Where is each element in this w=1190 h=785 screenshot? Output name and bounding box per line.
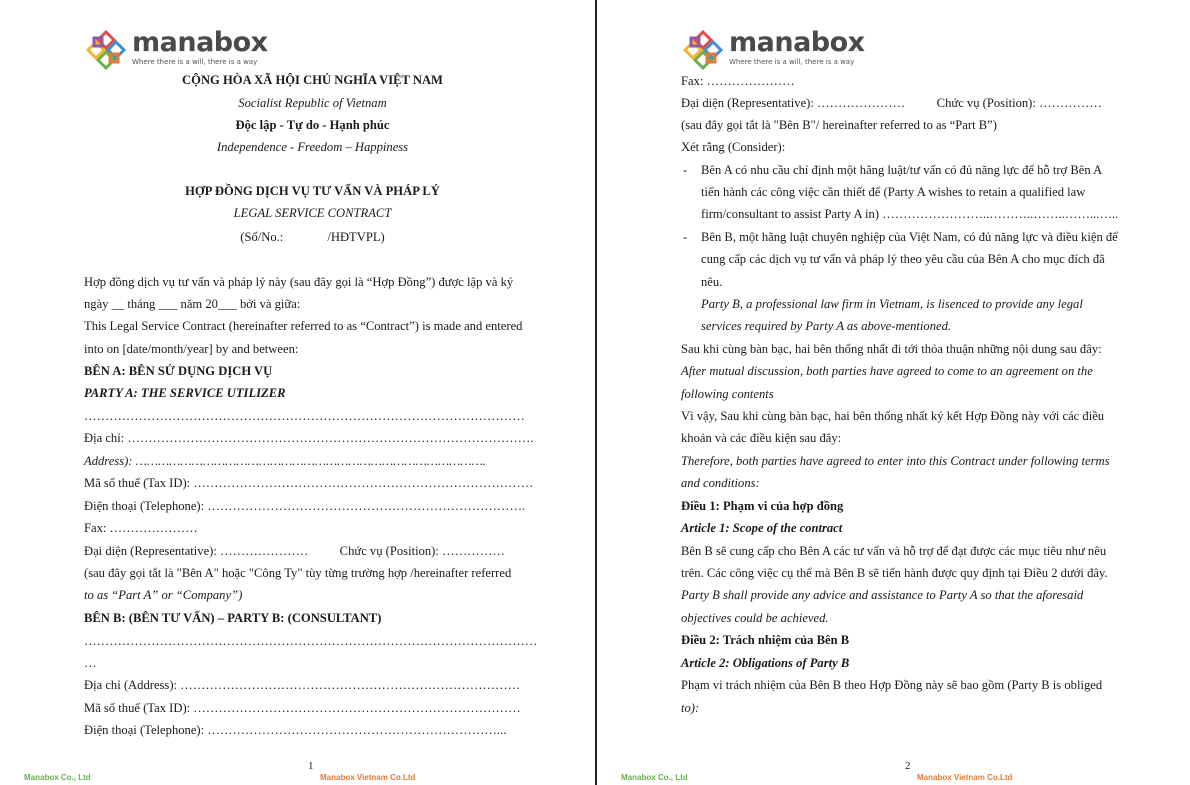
footer-company-right: Manabox Vietnam Co.Ltd bbox=[917, 773, 1013, 782]
brand-tagline: Where there is a will, there is a way bbox=[132, 58, 258, 66]
paragraph-line: Party B shall provide any advice and assistance to Party A so that the aforesaid bbox=[681, 588, 1084, 602]
party-a-note-line: to as “Part A” or “Company”) bbox=[84, 588, 243, 602]
document-page-2 bbox=[597, 0, 1190, 785]
party-b-tax-id-field: Mã số thuế (Tax ID): …………………………………………………………………… bbox=[84, 701, 521, 715]
paragraph-line: Therefore, both parties have agreed to enter into this Contract under following terms bbox=[681, 454, 1110, 468]
paragraph-line: Vì vậy, Sau khi cùng bàn bạc, hai bên thống nhất ký kết Hợp Đồng này với các điều bbox=[681, 409, 1105, 423]
consider-item-a-line: firm/consultant to assist Party A in) ……………………..………..……..……...….. bbox=[701, 207, 1119, 221]
paragraph-line: following contents bbox=[681, 387, 774, 401]
consider-item-a-line: tiến hành các công việc cần thiết để (Party A wishes to retain a qualified law bbox=[701, 185, 1086, 199]
party-b-name-field-cont: … bbox=[84, 656, 97, 670]
consider-item-a-line: Bên A có nhu cầu chỉ định một hãng luật/tư vấn có đủ năng lực để hỗ trợ Bên A bbox=[701, 163, 1103, 177]
motto-en: Independence - Freedom – Happiness bbox=[216, 140, 409, 154]
consider-item-b-line: Bên B, một hãng luật chuyên nghiệp của Việt Nam, có đủ năng lực và điều kiện để bbox=[701, 230, 1118, 244]
party-a-address-vn-field: Địa chỉ: ……………………………………………………………………………………. bbox=[84, 431, 534, 445]
paragraph-line: khoản và các điều kiện sau đây: bbox=[681, 431, 842, 445]
party-b-heading: BÊN B: (BÊN TƯ VẤN) – PARTY B: (CONSULTANT) bbox=[84, 611, 382, 625]
paragraph-line: Sau khi cùng bàn bạc, hai bên thống nhất đi tới thỏa thuận những nội dung sau đây: bbox=[681, 342, 1102, 356]
brand-tagline: Where there is a will, there is a way bbox=[729, 58, 855, 66]
paragraph-line: Bên B sẽ cung cấp cho Bên A các tư vấn và hỗ trợ để đạt được các mục tiêu như nêu bbox=[681, 544, 1107, 558]
article-1-heading-en: Article 1: Scope of the contract bbox=[681, 521, 843, 535]
party-a-fax-field: Fax: ………………… bbox=[84, 521, 198, 535]
contract-title-en: LEGAL SERVICE CONTRACT bbox=[233, 206, 392, 220]
contract-title-vn: HỢP ĐỒNG DỊCH VỤ TƯ VẤN VÀ PHÁP LÝ bbox=[185, 184, 440, 198]
brand-name: manabox bbox=[729, 27, 865, 58]
motto-vn: Độc lập - Tự do - Hạnh phúc bbox=[235, 118, 390, 132]
manabox-logo-icon bbox=[84, 28, 128, 72]
paragraph-line: After mutual discussion, both parties have agreed to come to an agreement on the bbox=[681, 364, 1093, 378]
paragraph-line: trên. Các công việc cụ thể mà Bên B sẽ tiến hành được quy định tại Điều 2 dưới đây. bbox=[681, 566, 1108, 580]
consider-heading: Xét rằng (Consider): bbox=[681, 140, 786, 154]
consider-item-b-line: cung cấp các dịch vụ tư vấn và pháp lý theo yêu cầu của Bên A cho mục đích đã bbox=[701, 252, 1105, 266]
nation-title-en: Socialist Republic of Vietnam bbox=[238, 96, 387, 110]
contract-number: (Số/No.: /HĐTVPL) bbox=[240, 230, 385, 244]
party-a-note-line: (sau đây gọi tắt là "Bên A" hoặc "Công Ty" tùy từng trường hợp /hereinafter referred bbox=[84, 566, 512, 580]
paragraph-line: Hợp đồng dịch vụ tư vấn và pháp lý này (sau đây gọi là “Hợp Đồng”) được lập và ký bbox=[84, 275, 514, 289]
article-2-heading-en: Article 2: Obligations of Party B bbox=[681, 656, 850, 670]
page-number: 2 bbox=[905, 760, 911, 772]
bullet-dash: - bbox=[683, 163, 688, 177]
party-b-note-line: (sau đây gọi tắt là "Bên B"/ hereinafter referred to as “Part B”) bbox=[681, 118, 997, 132]
consider-item-b-en-line: services required by Party A as above-mentioned. bbox=[701, 319, 952, 333]
paragraph-line: objectives could be achieved. bbox=[681, 611, 829, 625]
party-b-name-field: ……………………………………………………………………………………………… bbox=[84, 634, 538, 648]
party-a-heading-vn: BÊN A: BÊN SỬ DỤNG DỊCH VỤ bbox=[84, 364, 273, 378]
paragraph-line: and conditions: bbox=[681, 476, 760, 490]
paragraph-line: ngày __ tháng ___ năm 20___ bởi và giữa: bbox=[84, 297, 301, 311]
party-b-address-field: Địa chỉ (Address): ……………………………………………………………………… bbox=[84, 678, 521, 692]
manabox-logo bbox=[84, 28, 268, 72]
footer-company-left: Manabox Co., Ltd bbox=[24, 773, 91, 782]
brand-name: manabox bbox=[132, 27, 268, 58]
page-number: 1 bbox=[308, 760, 314, 772]
bullet-dash: - bbox=[683, 230, 688, 244]
party-a-representative-field: Đại diện (Representative): ………………… Chức vụ (Position): …………… bbox=[84, 544, 505, 558]
nation-title-vn: CỘNG HÒA XÃ HỘI CHỦ NGHĨA VIỆT NAM bbox=[182, 73, 443, 87]
party-b-fax-field: Fax: ………………… bbox=[681, 74, 795, 88]
consider-item-b-en-line: Party B, a professional law firm in Vietnam, is lisenced to provide any legal bbox=[701, 297, 1083, 311]
article-1-heading-vn: Điều 1: Phạm vi của hợp đồng bbox=[681, 499, 844, 513]
party-a-telephone-field: Điện thoại (Telephone): …………………………………………………………………. bbox=[84, 499, 526, 513]
party-b-telephone-field: Điện thoại (Telephone): ……………………………………………………………... bbox=[84, 723, 507, 737]
party-a-address-en-field: Address): …………………………………………………………………………………. bbox=[84, 454, 486, 468]
article-2-heading-vn: Điều 2: Trách nhiệm của Bên B bbox=[681, 633, 850, 647]
manabox-logo bbox=[681, 28, 865, 72]
paragraph-line: Phạm vi trách nhiệm của Bên B theo Hợp Đồng này sẽ bao gồm (Party B is obliged bbox=[681, 678, 1103, 692]
party-a-heading-en: PARTY A: THE SERVICE UTILIZER bbox=[84, 386, 286, 400]
footer-company-left: Manabox Co., Ltd bbox=[621, 773, 688, 782]
paragraph-line: into on [date/month/year] by and between: bbox=[84, 342, 299, 356]
manabox-logo-icon bbox=[681, 28, 725, 72]
paragraph-line: This Legal Service Contract (hereinafter referred to as “Contract”) is made and entered bbox=[84, 319, 523, 333]
party-b-representative-field: Đại diện (Representative): ………………… Chức vụ (Position): …………… bbox=[681, 96, 1102, 110]
party-a-name-field: …………………………………………………………………………………………… bbox=[84, 409, 525, 423]
paragraph-line: to): bbox=[681, 701, 700, 715]
party-a-tax-id-field: Mã số thuế (Tax ID): ……………………………………………………………………… bbox=[84, 476, 534, 490]
consider-item-b-line: nêu. bbox=[701, 275, 723, 289]
footer-company-right: Manabox Vietnam Co.Ltd bbox=[320, 773, 416, 782]
